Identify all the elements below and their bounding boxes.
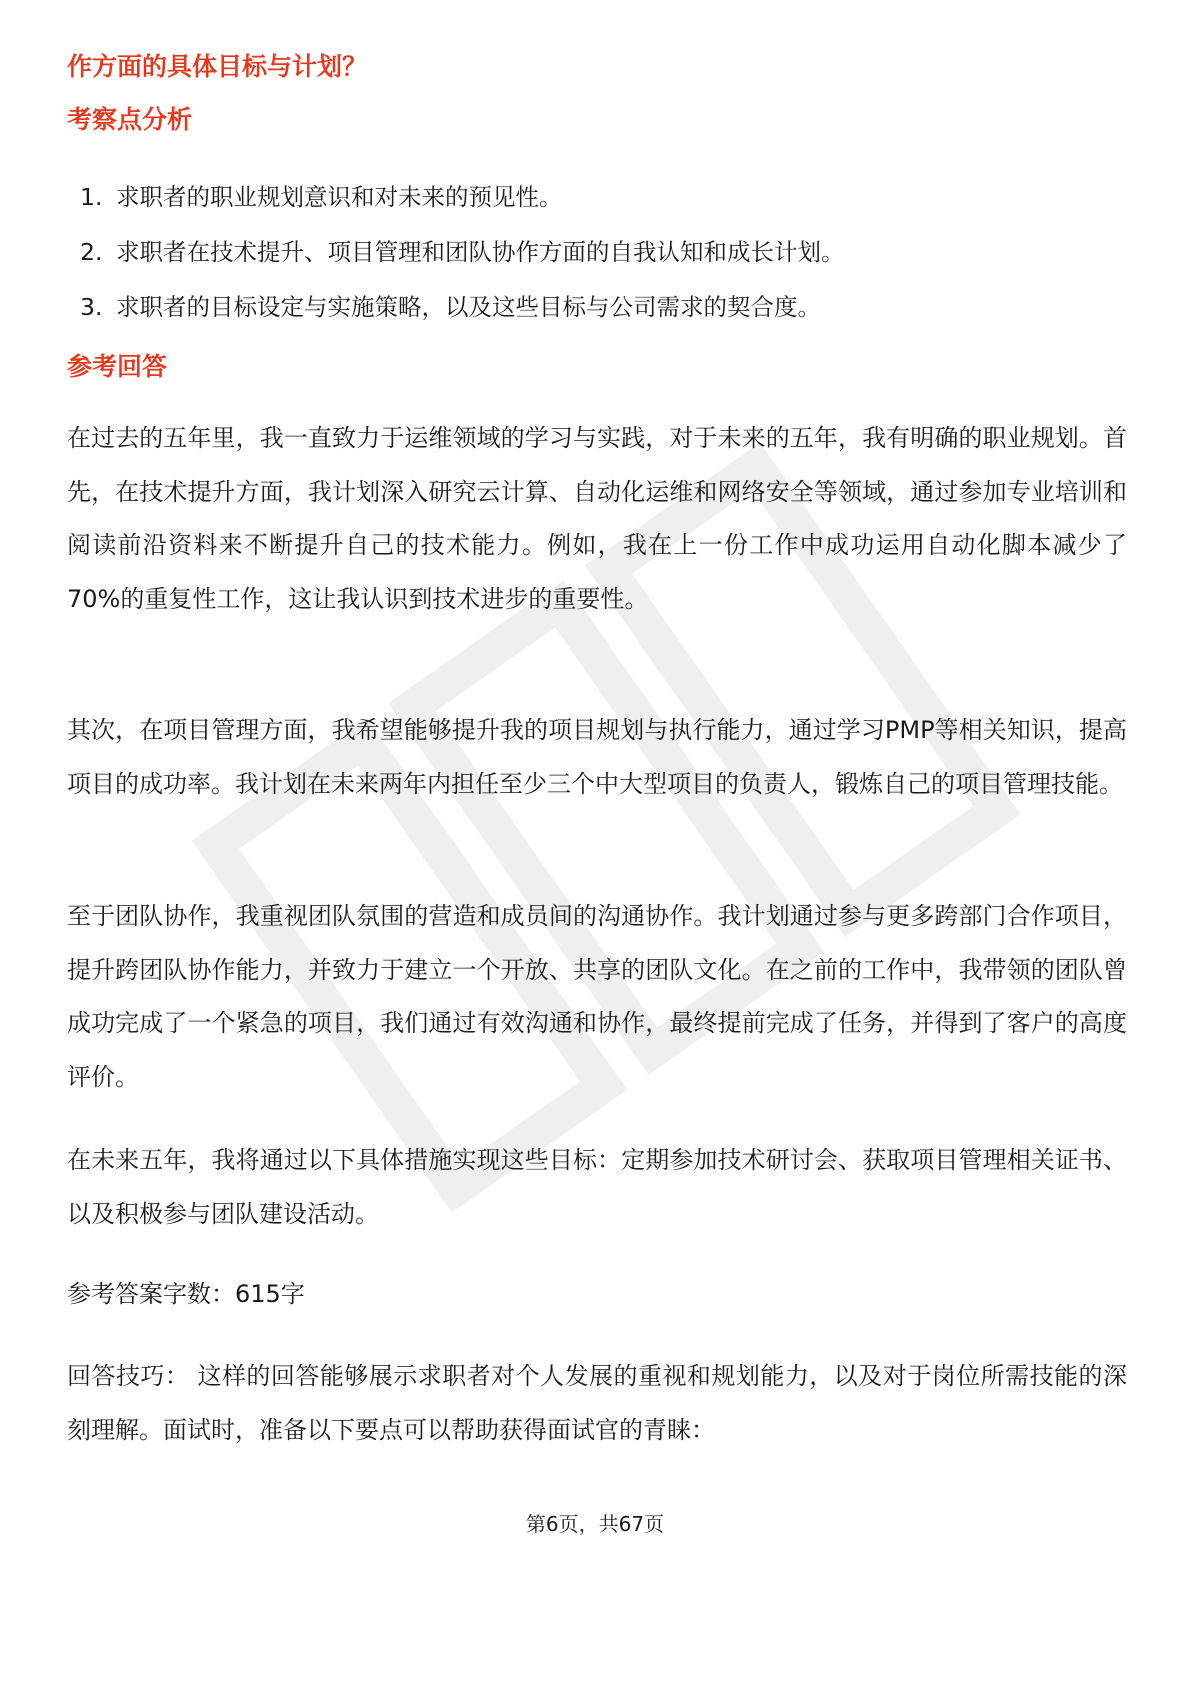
page-number: 第6页，共67页 bbox=[525, 1512, 665, 1536]
answer-heading: 参考回答 bbox=[67, 352, 168, 381]
answer-paragraph-2: 其次，在项目管理方面，我希望能够提升我的项目规划与执行能力，通过学习PMP等相关知识，提高项目的成功率。我计划在未来两年内担任至少三个中大型项目的负责人，锻炼自己的项目管理技能。 bbox=[67, 716, 1127, 798]
list-item-text: 求职者的职业规划意识和对未来的预见性。 bbox=[116, 183, 563, 211]
list-item-number: 2. bbox=[80, 238, 103, 266]
question-heading: 作方面的具体目标与计划？ bbox=[67, 52, 368, 81]
list-item bbox=[80, 225, 845, 280]
answer-tips: 回答技巧： 这样的回答能够展示求职者对个人发展的重视和规划能力，以及对于岗位所需技能的深刻理解。面试时，准备以下要点可以帮助获得面试官的青睐： bbox=[67, 1362, 1127, 1444]
word-count: 参考答案字数：615字 bbox=[67, 1280, 305, 1308]
analysis-heading: 考察点分析 bbox=[67, 105, 193, 134]
answer-paragraph-1: 在过去的五年里，我一直致力于运维领域的学习与实践，对于未来的五年，我有明确的职业规划。首先，在技术提升方面，我计划深入研究云计算、自动化运维和网络安全等领域，通过参加专业培训和阅读前沿资料来不断提升自己的技术能力。例如，我在上一份工作中成功运用自动化脚本减少了70%的重复性工作，这让我认识到技术进步的重要性。 bbox=[67, 424, 1127, 613]
list-item-text: 求职者在技术提升、项目管理和团队协作方面的自我认知和成长计划。 bbox=[116, 238, 845, 266]
list-item bbox=[80, 280, 845, 335]
answer-paragraph-3: 至于团队协作，我重视团队氛围的营造和成员间的沟通协作。我计划通过参与更多跨部门合作项目，提升跨团队协作能力，并致力于建立一个开放、共享的团队文化。在之前的工作中，我带领的团队曾成功完成了一个紧急的项目，我们通过有效沟通和协作，最终提前完成了任务，并得到了客户的高度评价。 bbox=[67, 902, 1127, 1091]
list-item-number: 1. bbox=[80, 183, 103, 211]
list-item-number: 3. bbox=[80, 293, 103, 321]
analysis-list bbox=[80, 170, 845, 335]
list-item-text: 求职者的目标设定与实施策略，以及这些目标与公司需求的契合度。 bbox=[116, 293, 821, 321]
list-item bbox=[80, 170, 845, 225]
answer-paragraph-4: 在未来五年，我将通过以下具体措施实现这些目标：定期参加技术研讨会、获取项目管理相关证书、以及积极参与团队建设活动。 bbox=[67, 1146, 1127, 1228]
